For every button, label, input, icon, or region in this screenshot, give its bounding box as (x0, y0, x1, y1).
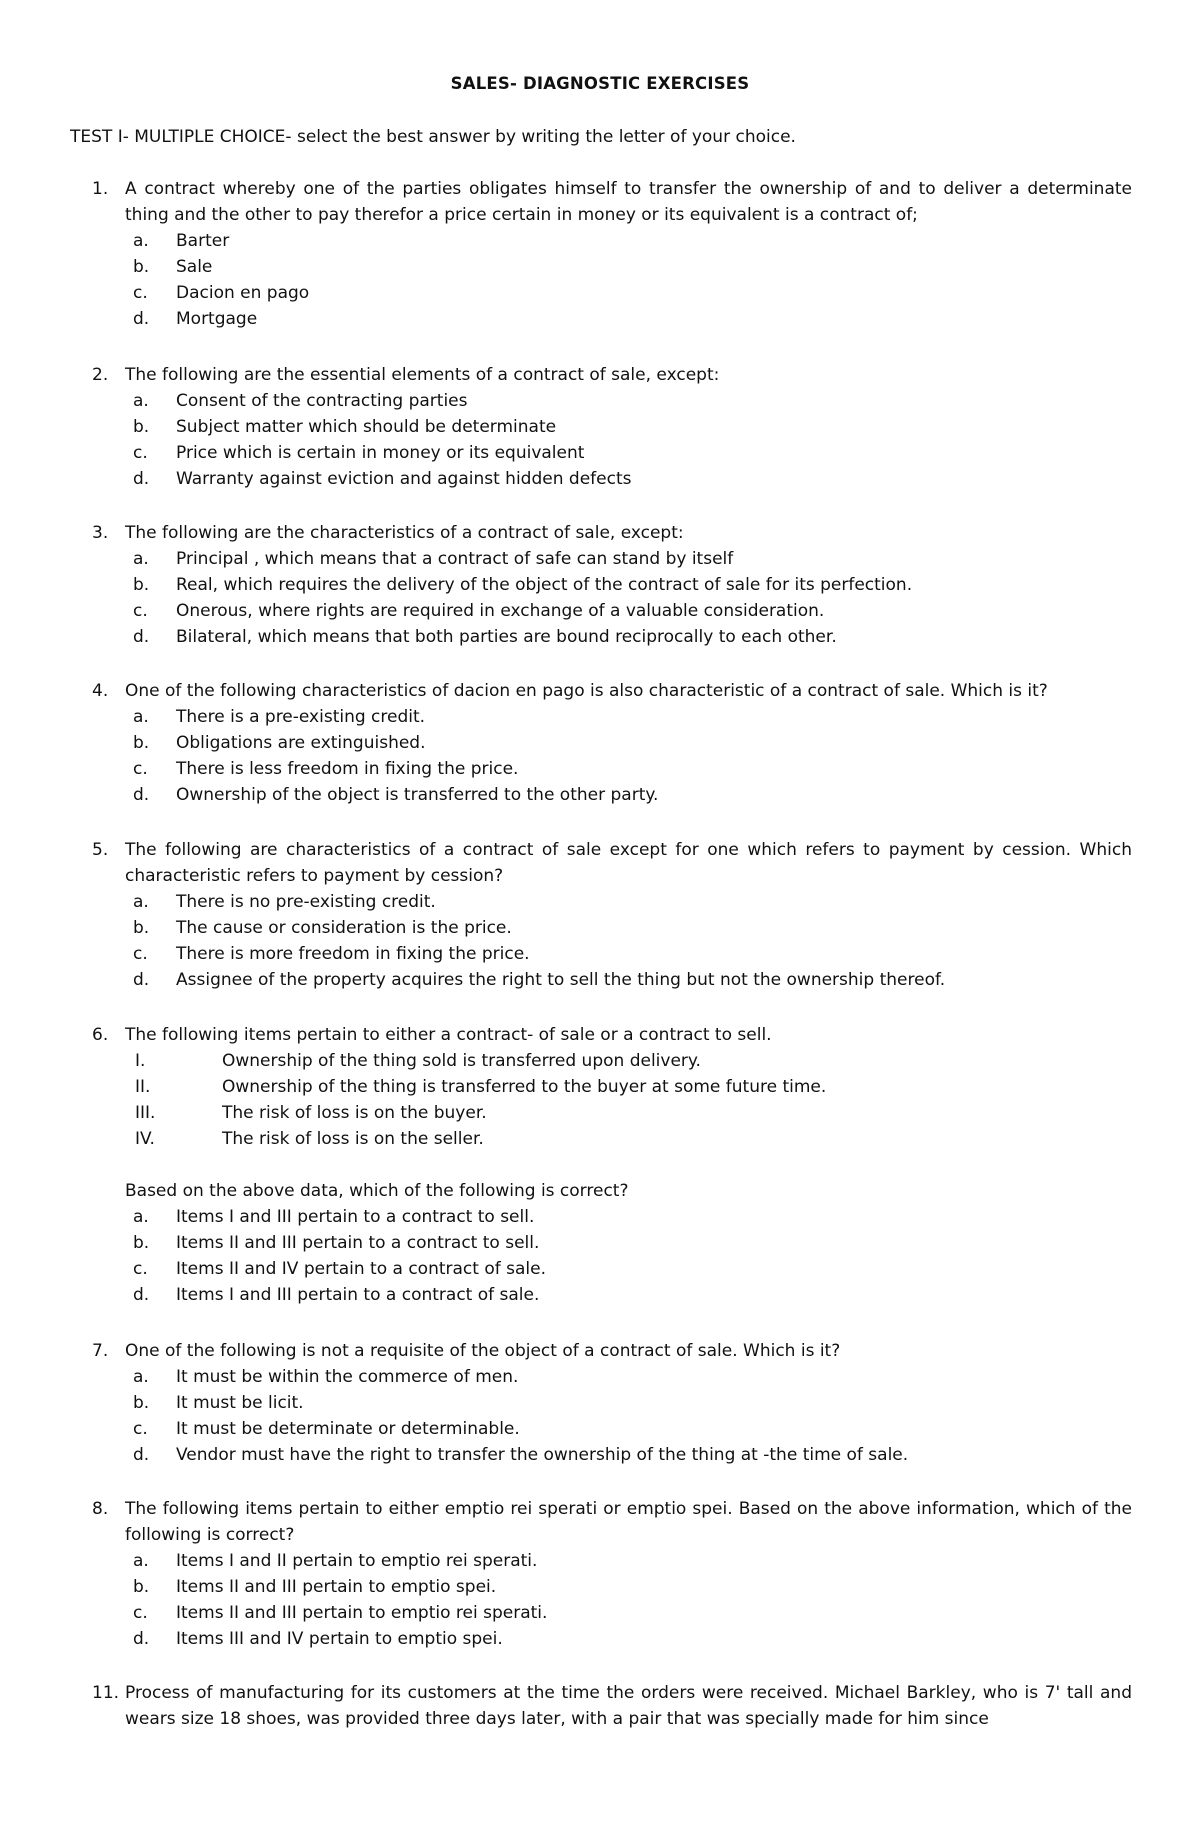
option-text: Ownership of the object is transferred to the other party. (176, 785, 659, 805)
option-letter: a. (133, 391, 149, 411)
option-letter: a. (133, 1551, 149, 1571)
question-text: The following are characteristics of a contract of sale except for one which refers to payment by cession. Which characteristic refers to payment by cession? (125, 840, 1132, 886)
question-text: The following items pertain to either a contract- of sale or a contract to sell. (125, 1025, 772, 1045)
option-b (133, 730, 1132, 756)
question-text: The following are the characteristics of a contract of sale, except: (125, 523, 684, 543)
question-8 (92, 1496, 1132, 1652)
option-letter: a. (133, 892, 149, 912)
option-c (133, 756, 1132, 782)
option-text: Items I and III pertain to a contract of sale. (176, 1285, 540, 1305)
roman-numeral: III. (135, 1103, 156, 1123)
option-text: There is a pre-existing credit. (176, 707, 426, 727)
option-text: Items II and III pertain to emptio rei sperati. (176, 1603, 548, 1623)
option-d (133, 306, 1132, 332)
roman-item-text: The risk of loss is on the buyer. (222, 1103, 487, 1123)
option-a (133, 388, 1132, 414)
question-number: 1. (92, 179, 109, 199)
option-letter: c. (133, 1259, 148, 1279)
option-letter: a. (133, 1367, 149, 1387)
option-c (133, 1256, 1132, 1282)
option-c (133, 280, 1132, 306)
option-text: Price which is certain in money or its equivalent (176, 443, 585, 463)
option-d (133, 782, 1132, 808)
option-text: There is more freedom in fixing the price. (176, 944, 530, 964)
option-text: Obligations are extinguished. (176, 733, 426, 753)
question-text: The following items pertain to either emptio rei sperati or emptio spei. Based on the above information, which of the following is correct? (125, 1499, 1132, 1545)
option-text: Sale (176, 257, 213, 277)
option-letter: b. (133, 918, 150, 938)
question-number: 3. (92, 523, 109, 543)
option-text: Bilateral, which means that both parties are bound reciprocally to each other. (176, 627, 837, 647)
question-subtext: Based on the above data, which of the following is correct? (125, 1181, 629, 1201)
roman-item-1 (135, 1048, 1132, 1074)
option-letter: a. (133, 707, 149, 727)
option-text: It must be determinate or determinable. (176, 1419, 520, 1439)
option-letter: c. (133, 1419, 148, 1439)
option-a (133, 228, 1132, 254)
option-text: Items II and IV pertain to a contract of sale. (176, 1259, 546, 1279)
option-a (133, 546, 1132, 572)
option-letter: b. (133, 733, 150, 753)
option-c (133, 598, 1132, 624)
option-letter: a. (133, 231, 149, 251)
question-number: 4. (92, 681, 109, 701)
option-text: Onerous, where rights are required in exchange of a valuable consideration. (176, 601, 825, 621)
question-text: Process of manufacturing for its customers at the time the orders were received. Michael Barkley, who is 7' tall and wears size 18 shoes, was provided three days later, with a pair that was specially made for him since (125, 1683, 1132, 1729)
option-c (133, 440, 1132, 466)
option-b (133, 1390, 1132, 1416)
option-b (133, 414, 1132, 440)
question-text: One of the following characteristics of dacion en pago is also characteristic of a contract of sale. Which is it? (125, 681, 1048, 701)
roman-numeral: IV. (135, 1129, 155, 1149)
option-letter: d. (133, 785, 150, 805)
option-text: Warranty against eviction and against hidden defects (176, 469, 632, 489)
question-number: 8. (92, 1499, 109, 1519)
option-letter: c. (133, 759, 148, 779)
option-d (133, 967, 1132, 993)
option-text: Items II and III pertain to a contract to sell. (176, 1233, 540, 1253)
option-letter: c. (133, 283, 148, 303)
question-number: 7. (92, 1341, 109, 1361)
option-b (133, 254, 1132, 280)
option-letter: b. (133, 1393, 150, 1413)
option-c (133, 1416, 1132, 1442)
option-text: There is no pre-existing credit. (176, 892, 436, 912)
question-2 (92, 362, 1132, 492)
roman-item-text: The risk of loss is on the seller. (222, 1129, 484, 1149)
option-b (133, 1230, 1132, 1256)
roman-numeral: I. (135, 1051, 146, 1071)
roman-item-4 (135, 1126, 1132, 1152)
question-1 (92, 176, 1132, 332)
option-text: It must be licit. (176, 1393, 304, 1413)
option-letter: a. (133, 549, 149, 569)
option-text: Mortgage (176, 309, 258, 329)
question-number: 11. (92, 1683, 120, 1703)
option-text: Barter (176, 231, 230, 251)
option-letter: b. (133, 575, 150, 595)
question-3 (92, 520, 1132, 650)
option-d (133, 466, 1132, 492)
option-letter: c. (133, 601, 148, 621)
test-instructions: TEST I- MULTIPLE CHOICE- select the best answer by writing the letter of your choice. (70, 127, 796, 147)
option-a (133, 1204, 1132, 1230)
option-letter: c. (133, 1603, 148, 1623)
option-a (133, 704, 1132, 730)
roman-item-text: Ownership of the thing is transferred to the buyer at some future time. (222, 1077, 827, 1097)
question-6 (92, 1022, 1132, 1308)
option-letter: b. (133, 417, 150, 437)
option-a (133, 1364, 1132, 1390)
option-text: Items III and IV pertain to emptio spei. (176, 1629, 503, 1649)
option-text: Vendor must have the right to transfer the ownership of the thing at -the time of sale. (176, 1445, 909, 1465)
option-text: Assignee of the property acquires the right to sell the thing but not the ownership thereof. (176, 970, 946, 990)
roman-item-text: Ownership of the thing sold is transferred upon delivery. (222, 1051, 701, 1071)
option-text: The cause or consideration is the price. (176, 918, 512, 938)
option-letter: d. (133, 1285, 150, 1305)
option-text: It must be within the commerce of men. (176, 1367, 519, 1387)
option-a (133, 889, 1132, 915)
option-text: There is less freedom in fixing the price. (176, 759, 519, 779)
option-d (133, 624, 1132, 650)
option-d (133, 1442, 1132, 1468)
option-d (133, 1626, 1132, 1652)
option-text: Principal , which means that a contract of safe can stand by itself (176, 549, 734, 569)
option-text: Items I and II pertain to emptio rei sperati. (176, 1551, 538, 1571)
question-text: A contract whereby one of the parties obligates himself to transfer the ownership of and to deliver a determinate thing and the other to pay therefor a price certain in money or its equivalent is a contract of; (125, 179, 1132, 225)
question-7 (92, 1338, 1132, 1468)
option-letter: d. (133, 627, 150, 647)
option-text: Subject matter which should be determinate (176, 417, 557, 437)
option-c (133, 941, 1132, 967)
option-b (133, 915, 1132, 941)
question-number: 5. (92, 840, 109, 860)
question-text: One of the following is not a requisite of the object of a contract of sale. Which is it? (125, 1341, 841, 1361)
option-letter: c. (133, 944, 148, 964)
question-11 (92, 1680, 1132, 1732)
option-letter: d. (133, 309, 150, 329)
option-letter: c. (133, 443, 148, 463)
roman-item-2 (135, 1074, 1132, 1100)
option-letter: d. (133, 1445, 150, 1465)
option-d (133, 1282, 1132, 1308)
option-letter: b. (133, 1577, 150, 1597)
document-title: SALES- DIAGNOSTIC EXERCISES (450, 74, 750, 93)
option-letter: d. (133, 469, 150, 489)
option-letter: b. (133, 1233, 150, 1253)
question-4 (92, 678, 1132, 808)
option-text: Dacion en pago (176, 283, 310, 303)
question-number: 6. (92, 1025, 109, 1045)
option-text: Items II and III pertain to emptio spei. (176, 1577, 497, 1597)
roman-numeral: II. (135, 1077, 151, 1097)
option-b (133, 1574, 1132, 1600)
question-5 (92, 837, 1132, 993)
roman-item-3 (135, 1100, 1132, 1126)
question-number: 2. (92, 365, 109, 385)
option-letter: d. (133, 970, 150, 990)
option-text: Real, which requires the delivery of the object of the contract of sale for its perfection. (176, 575, 913, 595)
option-letter: d. (133, 1629, 150, 1649)
question-text: The following are the essential elements of a contract of sale, except: (125, 365, 720, 385)
option-text: Items I and III pertain to a contract to sell. (176, 1207, 535, 1227)
option-a (133, 1548, 1132, 1574)
option-text: Consent of the contracting parties (176, 391, 468, 411)
option-letter: b. (133, 257, 150, 277)
option-b (133, 572, 1132, 598)
option-c (133, 1600, 1132, 1626)
option-letter: a. (133, 1207, 149, 1227)
